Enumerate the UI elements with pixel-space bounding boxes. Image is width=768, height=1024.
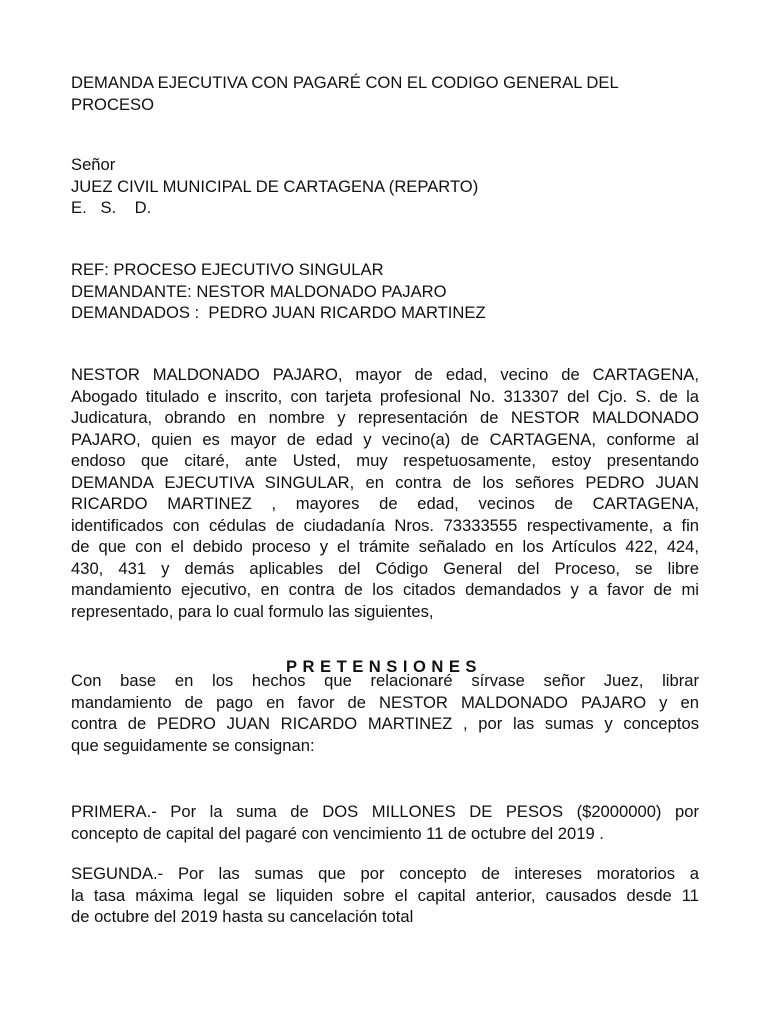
salutation: Señor bbox=[71, 155, 116, 174]
paragraph-line: mandamiento de pago en favor de NESTOR MALDONADO PAJARO y en bbox=[71, 692, 699, 712]
paragraph-line: 430, 431 y demás aplicables del Código General del Proceso, se libre bbox=[71, 558, 699, 578]
recipient: JUEZ CIVIL MUNICIPAL DE CARTAGENA (REPARTO) bbox=[71, 176, 479, 196]
paragraph-line: PRIMERA.- Por la suma de DOS MILLONES DE PESOS ($2000000) por bbox=[71, 802, 699, 821]
paragraph-line: endoso que citaré, ante Usted, muy respetuosamente, estoy presentando bbox=[71, 451, 699, 470]
second-claim-paragraph bbox=[71, 863, 699, 928]
title-line: PROCESO bbox=[71, 94, 154, 114]
first-claim-paragraph bbox=[71, 801, 699, 844]
paragraph-line: identificados con cédulas de ciudadanía Nros. 73333555 respectivamente, a fin bbox=[71, 515, 699, 535]
paragraph-line: de que con el debido proceso y el trámite señalado en los Artículos 422, 424, bbox=[71, 537, 699, 556]
paragraph-line: Con base en los hechos que relacionaré sírvase señor Juez, librar bbox=[71, 671, 699, 690]
section-heading-pretensiones: PRETENSIONES bbox=[285, 657, 482, 676]
paragraph-line: PAJARO, quien es mayor de edad y vecino(a) de CARTAGENA, conforme al bbox=[71, 429, 699, 449]
title-line: DEMANDA EJECUTIVA CON PAGARÉ CON EL CODIGO GENERAL DEL bbox=[71, 73, 619, 92]
defendants-line: DEMANDADOS : PEDRO JUAN RICARDO MARTINEZ bbox=[71, 303, 486, 322]
paragraph-line: Judicatura, obrando en nombre y representación de NESTOR MALDONADO bbox=[71, 408, 699, 427]
claims-intro-paragraph bbox=[71, 670, 699, 756]
paragraph-line: que seguidamente se consignan: bbox=[71, 735, 315, 755]
paragraph-line: contra de PEDRO JUAN RICARDO MARTINEZ , por las sumas y conceptos bbox=[71, 714, 699, 733]
addressee-block bbox=[71, 154, 699, 219]
paragraph-line: DEMANDA EJECUTIVA SINGULAR, en contra de los señores PEDRO JUAN bbox=[71, 472, 699, 492]
reference-block bbox=[71, 259, 699, 324]
paragraph-line: SEGUNDA.- Por las sumas que por concepto de intereses moratorios a bbox=[71, 864, 699, 883]
paragraph-line: representado, para lo cual formulo las siguientes, bbox=[71, 601, 434, 621]
paragraph-line: RICARDO MARTINEZ , mayores de edad, vecinos de CARTAGENA, bbox=[71, 494, 699, 513]
paragraph-line: de octubre del 2019 hasta su cancelación total bbox=[71, 907, 414, 926]
plaintiff-line: DEMANDANTE: NESTOR MALDONADO PAJARO bbox=[71, 281, 447, 301]
paragraph-line: Abogado titulado e inscrito, con tarjeta profesional No. 313307 del Cjo. S. de la bbox=[71, 386, 699, 406]
esd-abbreviation: E. S. D. bbox=[71, 198, 152, 217]
intro-paragraph bbox=[71, 364, 699, 622]
paragraph-line: mandamiento ejecutivo, en contra de los citados demandados y a favor de mi bbox=[71, 580, 699, 599]
paragraph-line: la tasa máxima legal se liquiden sobre el capital anterior, causados desde 11 bbox=[71, 885, 699, 905]
paragraph-line: concepto de capital del pagaré con vencimiento 11 de octubre del 2019 . bbox=[71, 823, 604, 843]
reference-line: REF: PROCESO EJECUTIVO SINGULAR bbox=[71, 260, 384, 279]
document-title bbox=[71, 72, 699, 115]
paragraph-line: NESTOR MALDONADO PAJARO, mayor de edad, vecino de CARTAGENA, bbox=[71, 365, 699, 384]
